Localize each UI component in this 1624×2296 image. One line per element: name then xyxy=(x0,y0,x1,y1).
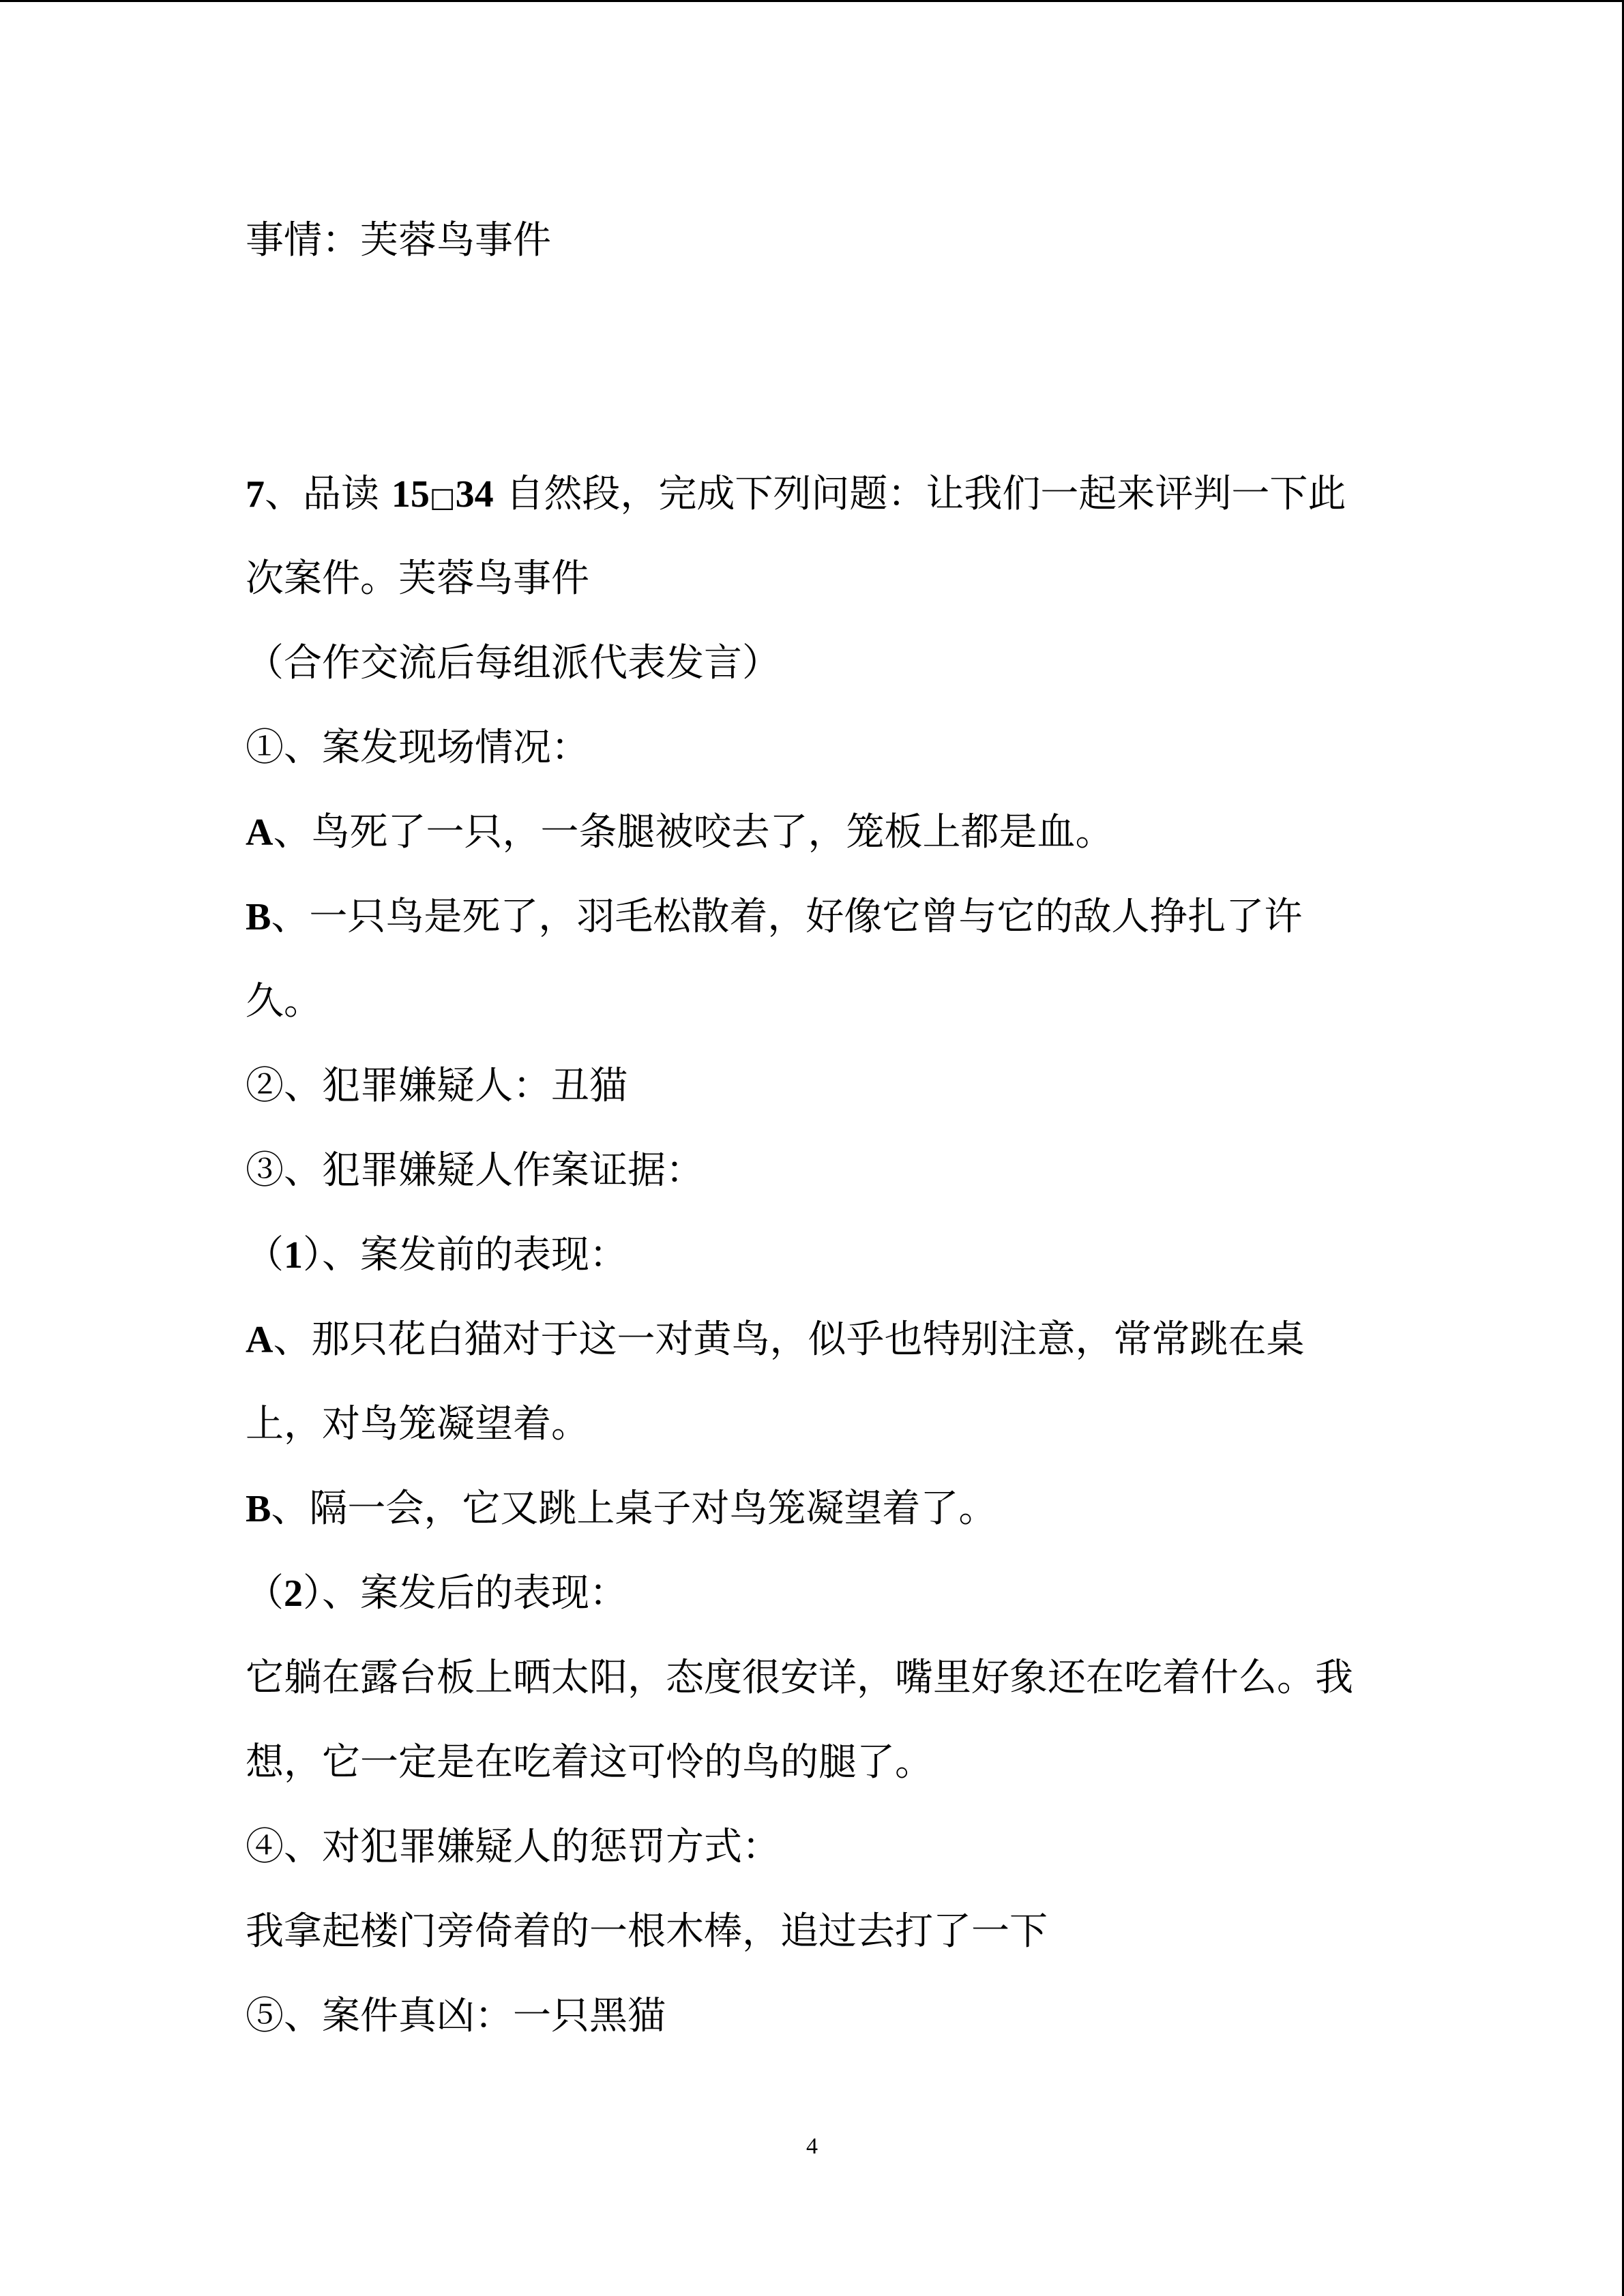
suspect-line: ②、犯罪嫌疑人：丑猫 xyxy=(246,1064,628,1108)
item-text: 、隔一会，它又跳上桌子对鸟笼凝望着了。 xyxy=(271,1487,997,1531)
scene-item-b xyxy=(246,893,1302,941)
item-label: A xyxy=(246,811,274,854)
scene-item-a xyxy=(246,809,1113,856)
scene-item-b-continuation: 久。 xyxy=(246,979,322,1024)
before-item-a xyxy=(246,1316,1304,1364)
item-text: 、鸟死了一只，一条腿被咬去了，笼板上都是血。 xyxy=(273,810,1114,854)
question-text-a: 、品读 xyxy=(265,472,392,516)
paren-open: （ xyxy=(246,1571,284,1615)
question-text-b: 自然段，完成下列问题：让我们一起来评判一下此 xyxy=(493,472,1346,516)
question-number: 7 xyxy=(246,473,265,516)
page-number: 4 xyxy=(806,2134,818,2159)
paragraph-end: 34 xyxy=(455,473,494,516)
punishment-text: 我拿起楼门旁倚着的一根木棒，追过去打了一下 xyxy=(246,1909,1048,1954)
paragraph-start: 15 xyxy=(391,473,430,516)
sub-heading-text: ）、案发前的表现： xyxy=(303,1233,628,1277)
paren-open: （ xyxy=(246,1233,284,1277)
question-7-continuation: 次案件。芙蓉鸟事件 xyxy=(246,556,589,601)
question-7-line xyxy=(246,471,1346,518)
scene-heading: ①、案发现场情况： xyxy=(246,726,589,770)
item-text: 、一只鸟是死了，羽毛松散着，好像它曾与它的敌人挣扎了许 xyxy=(271,895,1303,939)
before-item-b xyxy=(246,1485,996,1533)
instruction-line: （合作交流后每组派代表发言） xyxy=(246,641,780,685)
before-crime-heading xyxy=(246,1232,628,1279)
item-text: 、那只花白猫对于这一对黄鸟，似乎也特别注意，常常跳在桌 xyxy=(273,1317,1305,1362)
sub-heading-text: ）、案发后的表现： xyxy=(303,1571,628,1615)
item-label: B xyxy=(246,1488,271,1530)
evidence-heading: ③、犯罪嫌疑人作案证据： xyxy=(246,1148,704,1193)
missing-glyph-box: □ xyxy=(429,482,456,513)
punishment-heading: ④、对犯罪嫌疑人的惩罚方式： xyxy=(246,1825,780,1869)
after-crime-heading xyxy=(246,1570,628,1617)
page-border-top xyxy=(0,0,1624,2)
culprit-line: ⑤、案件真凶：一只黑猫 xyxy=(246,1994,666,2038)
event-line: 事情：芙蓉鸟事件 xyxy=(246,218,551,263)
sub-number: 2 xyxy=(284,1572,303,1615)
sub-number: 1 xyxy=(284,1234,303,1277)
after-crime-text: 它躺在露台板上晒太阳，态度很安详，嘴里好象还在吃着什么。我 xyxy=(246,1656,1353,1700)
before-item-a-continuation: 上，对鸟笼凝望着。 xyxy=(246,1402,589,1446)
item-label: B xyxy=(246,896,271,938)
item-label: A xyxy=(246,1319,274,1361)
after-crime-text-continuation: 想，它一定是在吃着这可怜的鸟的腿了。 xyxy=(246,1740,933,1785)
